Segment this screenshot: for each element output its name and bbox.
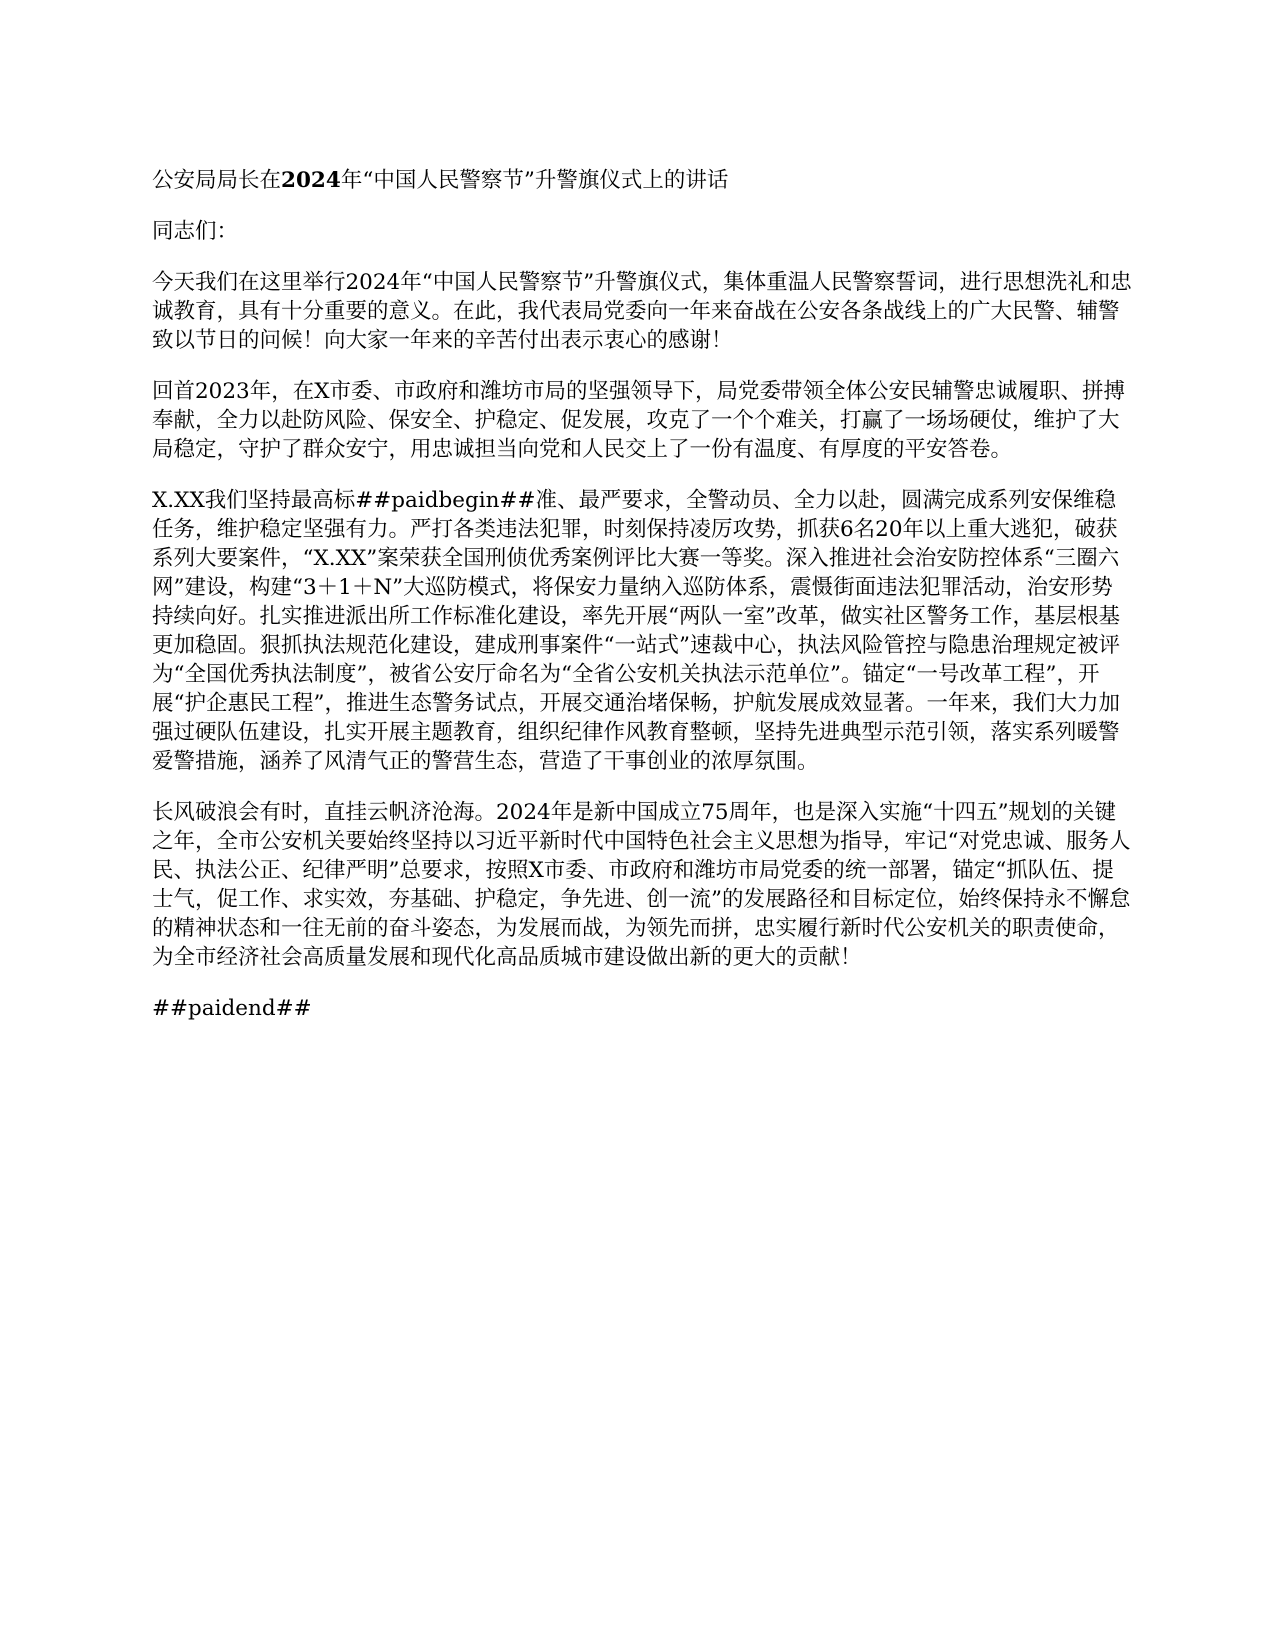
title-suffix: 年“中国人民警察节”升警旗仪式上的讲话 <box>340 168 729 193</box>
paragraph-outlook-2024: 长风破浪会有时，直挂云帆济沧海。2024年是新中国成立75周年，也是深入实施“十四五”规划的关键之年，全市公安机关要始终坚持以习近平新时代中国特色社会主义思想为指导，牢记“对党忠诚、服务人民、执法公正、纪律严明”总要求，按照X市委、市政府和潍坊市局党委的统一部署，锚定“抓队伍、提士气，促工作、求实效，夯基础、护稳定，争先进、创一流”的发展路径和目标定位，始终保持永不懈怠的精神状态和一往无前的奋斗姿态，为发展而战，为领先而拼，忠实履行新时代公安机关的职责使命，为全市经济社会高质量发展和现代化高品质城市建设做出新的更大的贡献！ <box>152 800 1131 970</box>
paragraph-opening: 今天我们在这里举行2024年“中国人民警察节”升警旗仪式，集体重温人民警察誓词，进行思想洗礼和忠诚教育，具有十分重要的意义。在此，我代表局党委向一年来奋战在公安各条战线上的广大民警、辅警致以节日的问候！向大家一年来的辛苦付出表示衷心的感谢！ <box>152 270 1132 353</box>
document-title <box>152 166 1132 195</box>
title-prefix: 公安局局长在 <box>152 168 282 193</box>
document-page <box>152 166 1132 1023</box>
end-marker: ##paidend## <box>152 996 312 1021</box>
paragraph-review-2023: 回首2023年，在X市委、市政府和潍坊市局的坚强领导下，局党委带领全体公安民辅警忠诚履职、拼搏奉献，全力以赴防风险、保安全、护稳定、促发展，攻克了一个个难关，打赢了一场场硬仗，维护了大局稳定，守护了群众安宁，用忠诚担当向党和人民交上了一份有温度、有厚度的平安答卷。 <box>152 379 1126 462</box>
salutation: 同志们： <box>152 219 239 244</box>
paragraph-achievements: X.XX我们坚持最高标##paidbegin##准、最严要求，全警动员、全力以赴，圆满完成系列安保维稳任务，维护稳定坚强有力。严打各类违法犯罪，时刻保持凌厉攻势，抓获6名20年以上重大逃犯，破获系列大要案件，“X.XX”案荣获全国刑侦优秀案例评比大赛一等奖。深入推进社会治安防控体系“三圈六网”建设，构建“3＋1＋N”大巡防模式，将保安力量纳入巡防体系，震慑街面违法犯罪活动，治安形势持续向好。扎实推进派出所工作标准化建设，率先开展“两队一室”改革，做实社区警务工作，基层根基更加稳固。狠抓执法规范化建设，建成刑事案件“一站式”速裁中心，执法风险管控与隐患治理规定被评为“全国优秀执法制度”，被省公安厅命名为“全省公安机关执法示范单位”。锚定“一号改革工程”，开展“护企惠民工程”，推进生态警务试点，开展交通治堵保畅，护航发展成效显著。一年来，我们大力加强过硬队伍建设，扎实开展主题教育，组织纪律作风教育整顿，坚持先进典型示范引领，落实系列暖警爱警措施，涵养了风清气正的警营生态，营造了干事创业的浓厚氛围。 <box>152 488 1120 774</box>
title-year: 2024 <box>281 168 341 193</box>
